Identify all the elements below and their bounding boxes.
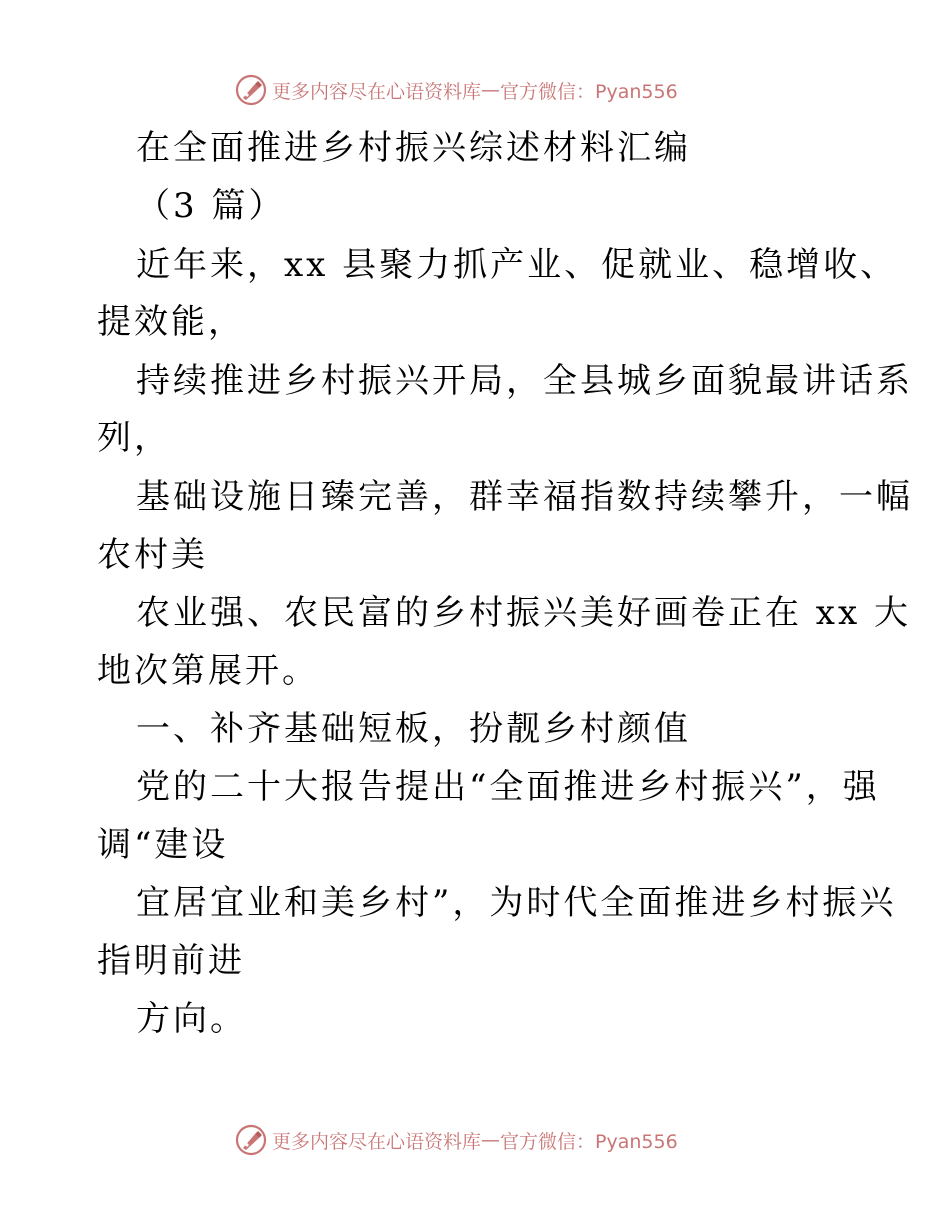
document-subtitle: （3 篇）: [136, 186, 286, 226]
paragraph-line: 宜居宜业和美乡村”，为时代全面推进乡村振兴: [136, 883, 897, 923]
document-title: 在全面推进乡村振兴综述材料汇编: [136, 128, 691, 168]
watermark-text: 更多内容尽在心语资料库: [272, 1130, 482, 1153]
header-watermark: [234, 72, 678, 108]
paragraph-line: 农村美: [97, 535, 208, 575]
paragraph-line: 近年来，xx 县聚力抓产业、促就业、稳增收、: [136, 245, 898, 285]
pen-nib-logo-icon: [234, 1123, 268, 1157]
paragraph-line: 党的二十大报告提出“全面推进乡村振兴”，强: [136, 767, 880, 807]
watermark-wechat: 官方微信：Pyan556: [500, 80, 678, 103]
section-heading: 一、补齐基础短板，扮靓乡村颜值: [136, 709, 691, 749]
paragraph-line: 持续推进乡村振兴开局，全县城乡面貌最讲话系: [136, 361, 913, 401]
watermark-separator: —: [481, 1129, 501, 1151]
paragraph-line: 列，: [97, 418, 171, 458]
footer-watermark: [234, 1122, 678, 1158]
pen-nib-logo-icon: [234, 73, 268, 107]
paragraph-line: 基础设施日臻完善，群幸福指数持续攀升，一幅: [136, 477, 913, 517]
watermark-separator: —: [481, 79, 501, 101]
paragraph-line: 提效能，: [97, 302, 245, 342]
paragraph-line: 地次第展开。: [97, 651, 319, 691]
watermark-wechat: 官方微信：Pyan556: [500, 1130, 678, 1153]
paragraph-line: 农业强、农民富的乡村振兴美好画卷正在 xx 大: [136, 593, 911, 633]
paragraph-line: 方向。: [136, 999, 247, 1039]
watermark-text: 更多内容尽在心语资料库: [272, 80, 482, 103]
paragraph-line: 调“建设: [97, 825, 229, 865]
paragraph-line: 指明前进: [97, 941, 245, 981]
